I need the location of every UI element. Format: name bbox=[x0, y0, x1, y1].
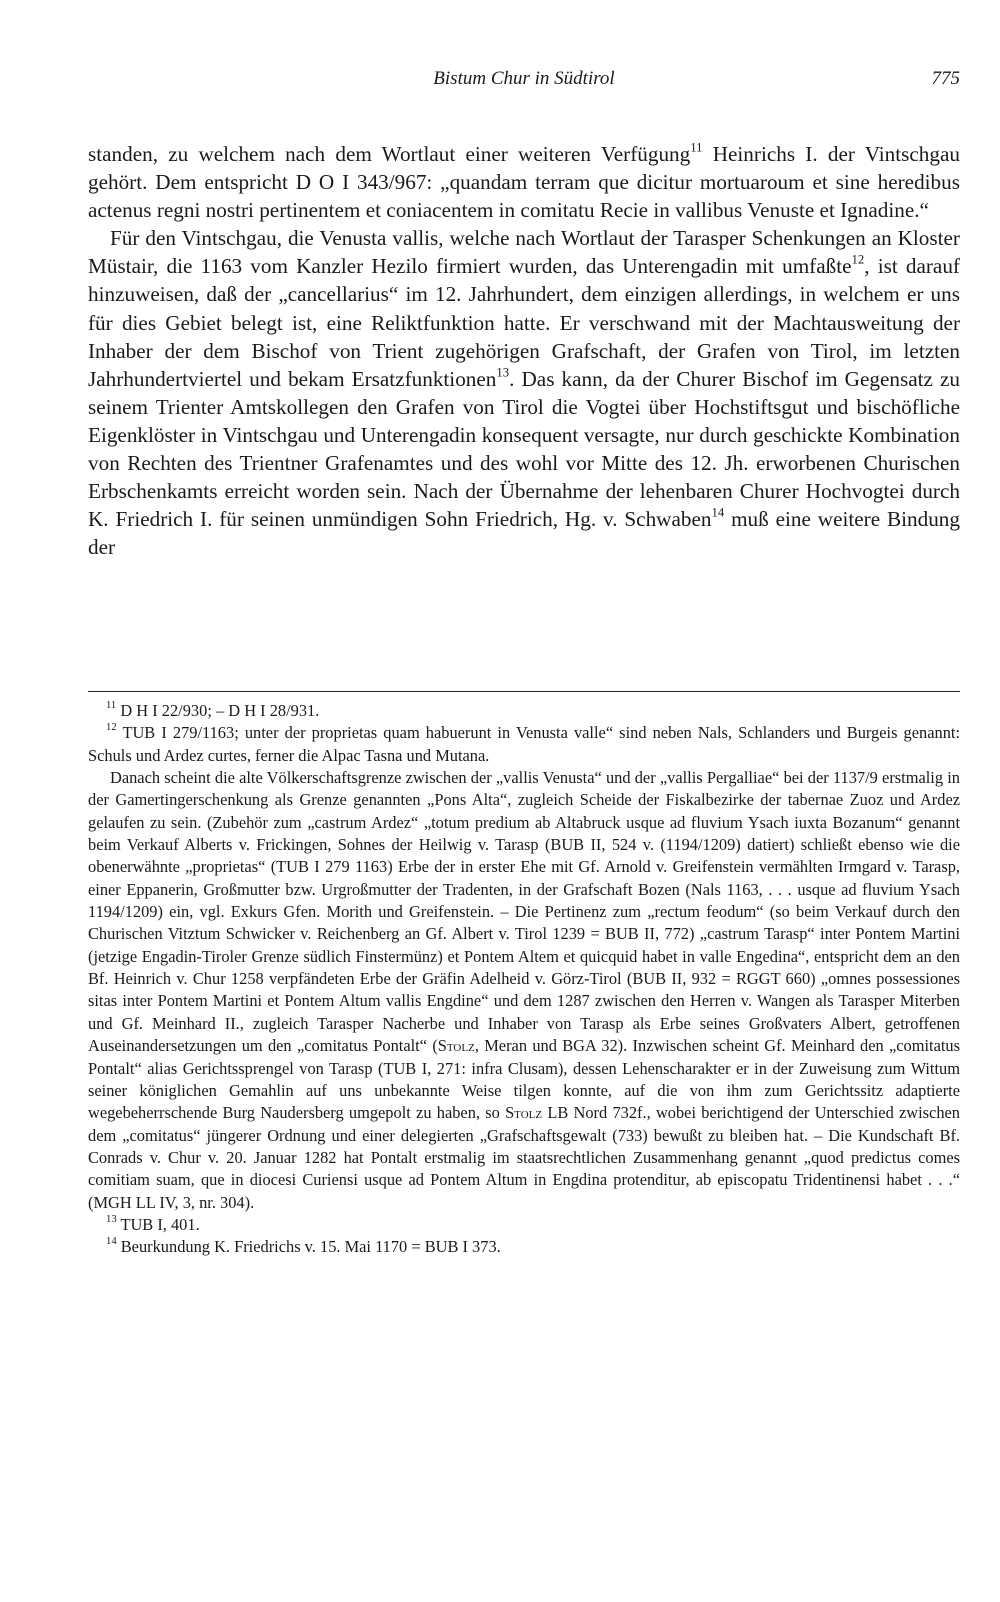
footnote-13: $^{13}$ TUB I, 401. bbox=[106, 1213, 200, 1234]
footnote-ref-13[interactable]: 13 bbox=[496, 365, 510, 380]
running-title: Bistum Chur in Südtirol bbox=[433, 68, 615, 89]
footnotes bbox=[88, 700, 960, 1259]
footnote-ref-11[interactable]: 11 bbox=[690, 140, 703, 155]
footnote-11: $^{11}$ D H I 22/930; – D H I 28/931. bbox=[106, 700, 320, 720]
footnote-ref-14[interactable]: 14 bbox=[711, 505, 725, 520]
main-text bbox=[88, 140, 960, 561]
running-header bbox=[88, 68, 960, 98]
page-number: 775 bbox=[931, 68, 960, 89]
footnote-number: 13 bbox=[106, 1213, 117, 1225]
footnote-number: 14 bbox=[106, 1236, 117, 1248]
footnote-12: $^{12}$ TUB I 279/1163; unter der proprietas quam habuerunt in Venusta valle“ sind neben Nals, Schlanders und Burgeis genannt: Schuls und Ardez curtes, ferner die Alpac Tasna und Mutana. bbox=[88, 722, 960, 765]
paragraph-1: standen, zu welchem nach dem Wortlaut einer weiteren Verfügung$^{11}$ Heinrichs I. der Vintschgau gehört. Dem entspricht D O I 343/967: „quandam terram que dicitur mortuaroum et sine heredibus actenus regni nostri pertinentem et coniacentem in comitatu Recie in vallibus Venuste et Ignadine.“ bbox=[88, 140, 960, 223]
paragraph-2: Für den Vintschgau, die Venusta vallis, welche nach Wortlaut der Tarasper Schenkungen an Kloster Müstair, die 1163 vom Kanzler Hezilo firmiert wurden, das Unterengadin mit umfaßte$^{12}$, ist darauf hinzuweisen, daß der „cancellarius“ im 12. Jahrhundert, dem einzigen allerdings, in welchem er uns für dies Gebiet belegt ist, eine Reliktfunktion hatte. Er verschwand mit der Machtausweitung der Inhaber der dem Bischof von Trient zugehörigen Grafschaft, der Grafen von Tirol, im letzten Jahrhundertviertel und bekam Ersatzfunktionen$^{13}$. Das kann, da der Churer Bischof im Gegensatz zu seinem Trienter Amtskollegen den Grafen von Tirol die Vogtei über Hochstiftsgut und bischöfliche Eigenklöster in Vintschgau und Unterengadin konsequent versagte, nur durch geschickte Kombination von Rechten des Trientner Grafenamtes und des wohl vor Mitte des 12. Jh. erworbenen Churischen Erbschenkamts erreicht worden sein. Nach der Übernahme der lehenbaren Churer Hochvogtei durch K. Friedrich I. für seinen unmündigen Sohn Friedrich, Hg. v. Schwaben$^{14}$ muß eine weitere Bindung der bbox=[88, 226, 960, 560]
footnote-14: $^{14}$ Beurkundung K. Friedrichs v. 15. Mai 1170 = BUB I 373. bbox=[106, 1236, 501, 1257]
footnote-12-continuation: Danach scheint die alte Völkerschaftsgrenze zwischen der „vallis Venusta“ und der „vallis Pergalliae“ bei der 1137/9 erstmalig in der Gamertingerschenkung als Grenze genannten „Pons Alta“, zugleich Scheide der Fiskalbezirke der tabernae Zuoz und Ardez gelaufen zu sein. (Zubehör zum „castrum Ardez“ „totum predium ab Altabruck usque ad fluvium Ysach iuxta Bozanum“ genannt beim Verkauf Alberts v. Frickingen, Sohnes der Heilwig v. Tarasp (BUB II, 524 v. (1194/1209) datiert) schließt ebenso wie die obenerwähnte „proprietas“ (TUB I 279 1163) Erbe der in erster Ehe mit Gf. Arnold v. Greifenstein vermählten Irmgard v. Tarasp, einer Eppanerin, Großmutter bzw. Urgroßmutter der Tradenten, in der Grafschaft Bozen (Nals 1163, . . . usque ad fluvium Ysach 1194/1209) ein, vgl. Exkurs Gfen. Morith und Greifenstein. – Die Pertinenz zum „rectum feodum“ (so beim Verkauf durch den Churischen Vitztum Schwicker v. Reichenberg an Gf. Albert v. Tirol 1239 = BUB II, 772) „castrum Tarasp“ inter Pontem Martini (jetzige Engadin-Tiroler Grenze südlich Finstermünz) et Pontem Altem et quicquid habet in valle Engedina“, entspricht dem an den Bf. Heinrich v. Chur 1258 verpfändeten Erbe der Gräfin Adelheid v. Görz-Tirol (BUB II, 932 = RGGT 660) „omnes possessiones sitas inter Pontem Martini et Pontem Altum vallis Engdine“ und dem 1287 zwischen den Herren v. Wangen als Tarasper Miterben und Gf. Meinhard II., zugleich Tarasper Nacherbe und Inhaber von Tarasp als Erbe seines Großvaters Albert, getroffenen Auseinandersetzungen um den „comitatus Pontalt“ (Stolz, Meran und BGA 32). Inzwischen scheint Gf. Meinhard den „comitatus Pontalt“ alias Gerichtssprengel von Tarasp (TUB I, 271: infra Clusam), dessen Lehenscharakter er in der Zuweisung zum Wittum seiner königlichen Gemahlin auf uns unbekannte Weise tilgen konnte, auf die von ihm zum Gerichtssitz adaptierte wegebeherrschende Burg Naudersberg umgepolt zu haben, so Stolz LB Nord 732f., wobei berichtigend der Unterschied zwischen dem „comitatus“ jüngerer Ordnung und einer delegierten „Grafschaftsgewalt (733) bewußt zu bleiben hat. – Die Kundschaft Bf. Conrads v. Chur v. 20. Januar 1282 hat Pontalt erstmalig im staatsrechtlichen Zusammenhang genannt „quod predictus comes comitiam suam, que in diocesi Curiensi usque ad Pontem Altum in Engdina protenditur, ab episcopatu Tridentinensi habet . . .“ (MGH LL IV, 3, nr. 304). bbox=[88, 768, 961, 1212]
footnote-divider bbox=[88, 691, 960, 692]
footnote-ref-12[interactable]: 12 bbox=[851, 252, 865, 267]
footnote-number: 11 bbox=[106, 700, 117, 712]
footnote-number: 12 bbox=[106, 722, 117, 734]
